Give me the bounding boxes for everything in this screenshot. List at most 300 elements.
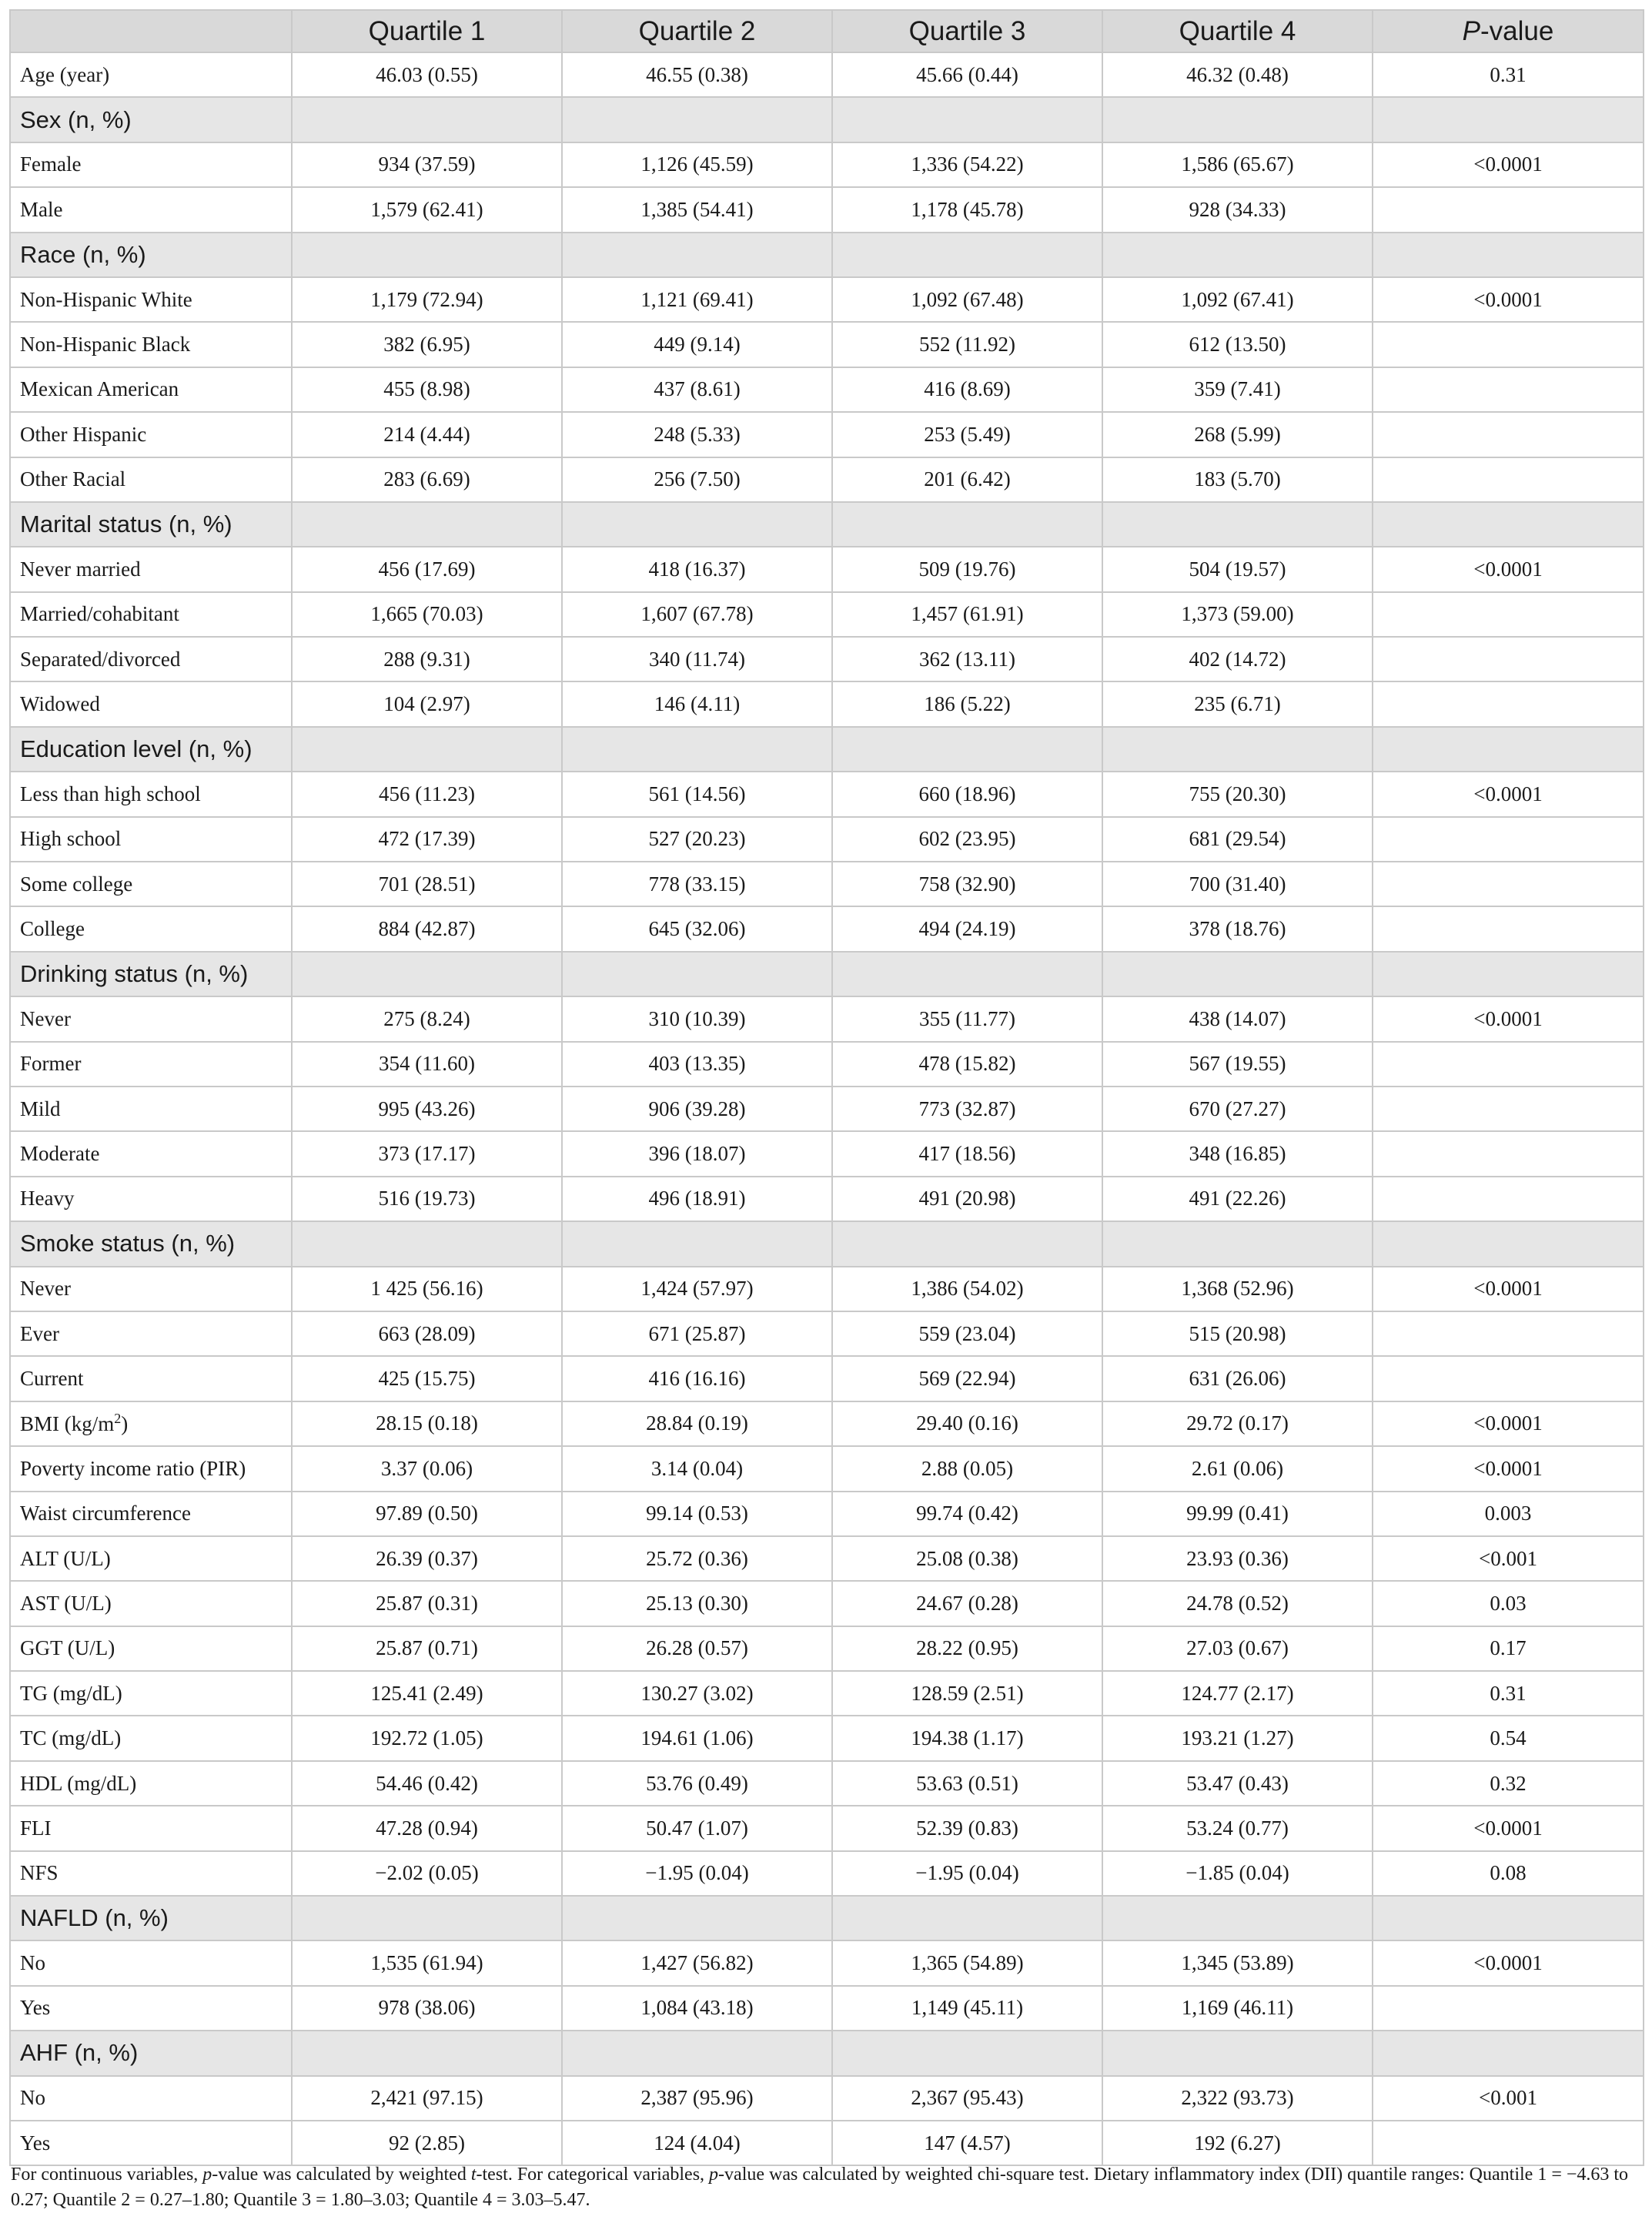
quartile-4-cell: 183 (5.70) — [1102, 457, 1373, 502]
p-value-cell — [1373, 906, 1644, 951]
quartile-2-cell: 310 (10.39) — [562, 996, 832, 1041]
quartile-4-cell: 53.47 (0.43) — [1102, 1761, 1373, 1806]
section-label: AHF (n, %) — [10, 2031, 292, 2075]
p-value-cell — [1373, 322, 1644, 367]
row-label: Waist circumference — [10, 1492, 292, 1536]
quartile-4-cell: 1,169 (46.11) — [1102, 1986, 1373, 2031]
table-row — [10, 1581, 1644, 1626]
quartile-2-cell: 146 (4.11) — [562, 681, 832, 726]
table-body — [10, 52, 1644, 2165]
p-value-cell — [1373, 1131, 1644, 1176]
section-empty-cell — [832, 952, 1102, 996]
row-label: Yes — [10, 2121, 292, 2165]
quartile-4-cell: 670 (27.27) — [1102, 1087, 1373, 1131]
table-row — [10, 1177, 1644, 1221]
quartile-1-cell: 46.03 (0.55) — [292, 52, 562, 97]
row-label: Never — [10, 996, 292, 1041]
row-label: NFS — [10, 1851, 292, 1896]
quartile-3-cell: 362 (13.11) — [832, 637, 1102, 681]
table-row — [10, 1806, 1644, 1850]
p-value-cell — [1373, 862, 1644, 906]
quartile-2-cell: 496 (18.91) — [562, 1177, 832, 1221]
header-p-italic: P — [1462, 15, 1481, 46]
p-value-cell — [1373, 367, 1644, 412]
section-empty-cell — [832, 1896, 1102, 1940]
quartile-1-cell: 516 (19.73) — [292, 1177, 562, 1221]
section-empty-cell — [1373, 1221, 1644, 1266]
p-value-cell: <0.0001 — [1373, 1267, 1644, 1311]
footnote-italic-p-2: p — [709, 2165, 719, 2185]
quartile-2-cell: 396 (18.07) — [562, 1131, 832, 1176]
table-row — [10, 457, 1644, 502]
p-value-cell: 0.03 — [1373, 1581, 1644, 1626]
quartile-2-cell: 561 (14.56) — [562, 772, 832, 816]
quartile-1-cell: 701 (28.51) — [292, 862, 562, 906]
table-row — [10, 1042, 1644, 1087]
quartile-1-cell: 1,665 (70.03) — [292, 592, 562, 637]
row-label: Mild — [10, 1087, 292, 1131]
quartile-2-cell: 53.76 (0.49) — [562, 1761, 832, 1806]
quartile-1-cell: 425 (15.75) — [292, 1356, 562, 1401]
section-empty-cell — [562, 1896, 832, 1940]
table-row — [10, 1671, 1644, 1716]
quartile-4-cell: 504 (19.57) — [1102, 547, 1373, 591]
p-value-cell: <0.0001 — [1373, 547, 1644, 591]
quartile-3-cell: 494 (24.19) — [832, 906, 1102, 951]
quartile-1-cell: 2,421 (97.15) — [292, 2076, 562, 2121]
row-label: Other Hispanic — [10, 412, 292, 457]
quartile-3-cell: 25.08 (0.38) — [832, 1536, 1102, 1581]
header-blank — [10, 10, 292, 52]
section-empty-cell — [562, 727, 832, 772]
quartile-1-cell: 288 (9.31) — [292, 637, 562, 681]
section-label: Marital status (n, %) — [10, 502, 292, 547]
data-table — [9, 9, 1644, 2166]
section-label: Drinking status (n, %) — [10, 952, 292, 996]
table-row — [10, 1492, 1644, 1536]
table-row — [10, 1761, 1644, 1806]
quartile-4-cell: 359 (7.41) — [1102, 367, 1373, 412]
quartile-2-cell: 1,427 (56.82) — [562, 1940, 832, 1985]
p-value-cell: <0.0001 — [1373, 142, 1644, 187]
quartile-2-cell: 256 (7.50) — [562, 457, 832, 502]
footnote-italic-t: t — [470, 2165, 477, 2185]
row-label: Poverty income ratio (PIR) — [10, 1446, 292, 1491]
section-empty-cell — [292, 2031, 562, 2075]
quartile-1-cell: 382 (6.95) — [292, 322, 562, 367]
quartile-2-cell: 1,126 (45.59) — [562, 142, 832, 187]
p-value-cell — [1373, 1087, 1644, 1131]
quartile-4-cell: 1,092 (67.41) — [1102, 277, 1373, 322]
quartile-3-cell: 253 (5.49) — [832, 412, 1102, 457]
quartile-1-cell: 456 (17.69) — [292, 547, 562, 591]
row-label: Current — [10, 1356, 292, 1401]
table-row — [10, 1986, 1644, 2031]
quartile-1-cell: 1,179 (72.94) — [292, 277, 562, 322]
row-label-superscript: 2 — [114, 1411, 122, 1427]
quartile-2-cell: 1,084 (43.18) — [562, 1986, 832, 2031]
section-empty-cell — [1102, 727, 1373, 772]
quartile-1-cell: 275 (8.24) — [292, 996, 562, 1041]
quartile-2-cell: 26.28 (0.57) — [562, 1626, 832, 1671]
section-empty-cell — [562, 502, 832, 547]
quartile-2-cell: −1.95 (0.04) — [562, 1851, 832, 1896]
quartile-3-cell: 569 (22.94) — [832, 1356, 1102, 1401]
quartile-1-cell: 214 (4.44) — [292, 412, 562, 457]
row-label: Non-Hispanic White — [10, 277, 292, 322]
section-empty-cell — [832, 727, 1102, 772]
section-empty-cell — [1373, 233, 1644, 277]
quartile-4-cell: 348 (16.85) — [1102, 1131, 1373, 1176]
p-value-cell — [1373, 1311, 1644, 1356]
row-label: No — [10, 1940, 292, 1985]
quartile-4-cell: 268 (5.99) — [1102, 412, 1373, 457]
quartile-1-cell: 456 (11.23) — [292, 772, 562, 816]
table-row — [10, 1940, 1644, 1985]
quartile-3-cell: 1,092 (67.48) — [832, 277, 1102, 322]
quartile-3-cell: 201 (6.42) — [832, 457, 1102, 502]
row-label: AST (U/L) — [10, 1581, 292, 1626]
row-label: Never — [10, 1267, 292, 1311]
quartile-4-cell: 567 (19.55) — [1102, 1042, 1373, 1087]
quartile-3-cell: 147 (4.57) — [832, 2121, 1102, 2165]
table-row — [10, 1446, 1644, 1491]
section-header-row — [10, 952, 1644, 996]
footnote-italic-p-1: p — [202, 2165, 212, 2185]
table-row — [10, 2076, 1644, 2121]
row-label: Yes — [10, 1986, 292, 2031]
quartile-3-cell: 52.39 (0.83) — [832, 1806, 1102, 1850]
quartile-3-cell: 773 (32.87) — [832, 1087, 1102, 1131]
quartile-2-cell: 25.72 (0.36) — [562, 1536, 832, 1581]
row-label: Non-Hispanic Black — [10, 322, 292, 367]
row-label: Heavy — [10, 1177, 292, 1221]
section-empty-cell — [832, 2031, 1102, 2075]
quartile-1-cell: 663 (28.09) — [292, 1311, 562, 1356]
table-row — [10, 547, 1644, 591]
p-value-cell — [1373, 187, 1644, 232]
row-label: Moderate — [10, 1131, 292, 1176]
quartile-2-cell: 403 (13.35) — [562, 1042, 832, 1087]
section-empty-cell — [1102, 952, 1373, 996]
quartile-4-cell: 928 (34.33) — [1102, 187, 1373, 232]
section-label: Education level (n, %) — [10, 727, 292, 772]
quartile-2-cell: 906 (39.28) — [562, 1087, 832, 1131]
section-empty-cell — [832, 502, 1102, 547]
table-row — [10, 996, 1644, 1041]
quartile-3-cell: 45.66 (0.44) — [832, 52, 1102, 97]
section-empty-cell — [832, 97, 1102, 142]
quartile-3-cell: 559 (23.04) — [832, 1311, 1102, 1356]
row-label-text: BMI (kg/m — [20, 1412, 115, 1436]
table-row — [10, 1131, 1644, 1176]
p-value-cell: <0.0001 — [1373, 277, 1644, 322]
row-label: TC (mg/dL) — [10, 1716, 292, 1760]
p-value-cell: <0.0001 — [1373, 1940, 1644, 1985]
table-row — [10, 1311, 1644, 1356]
table-row — [10, 1716, 1644, 1760]
p-value-cell: <0.0001 — [1373, 1401, 1644, 1446]
quartile-1-cell: 25.87 (0.31) — [292, 1581, 562, 1626]
section-header-row — [10, 1896, 1644, 1940]
p-value-cell: 0.54 — [1373, 1716, 1644, 1760]
row-label: Separated/divorced — [10, 637, 292, 681]
quartile-2-cell: 778 (33.15) — [562, 862, 832, 906]
section-header-row — [10, 97, 1644, 142]
section-header-row — [10, 1221, 1644, 1266]
quartile-1-cell: 125.41 (2.49) — [292, 1671, 562, 1716]
row-label: ALT (U/L) — [10, 1536, 292, 1581]
quartile-4-cell: 2.61 (0.06) — [1102, 1446, 1373, 1491]
table-row — [10, 681, 1644, 726]
quartile-4-cell: 24.78 (0.52) — [1102, 1581, 1373, 1626]
row-label: Female — [10, 142, 292, 187]
table-row — [10, 1626, 1644, 1671]
p-value-cell: 0.31 — [1373, 52, 1644, 97]
p-value-cell — [1373, 1177, 1644, 1221]
p-value-cell — [1373, 1042, 1644, 1087]
quartile-3-cell: 758 (32.90) — [832, 862, 1102, 906]
section-empty-cell — [292, 97, 562, 142]
table-row — [10, 52, 1644, 97]
table-footnote — [11, 2162, 1640, 2213]
section-empty-cell — [562, 97, 832, 142]
p-value-cell: 0.003 — [1373, 1492, 1644, 1536]
quartile-4-cell: 27.03 (0.67) — [1102, 1626, 1373, 1671]
quartile-4-cell: 99.99 (0.41) — [1102, 1492, 1373, 1536]
p-value-cell — [1373, 457, 1644, 502]
quartile-3-cell: 355 (11.77) — [832, 996, 1102, 1041]
table-row — [10, 187, 1644, 232]
quartile-1-cell: 1,579 (62.41) — [292, 187, 562, 232]
footnote-text-1: For continuous variables, — [11, 2165, 203, 2185]
quartile-3-cell: 1,149 (45.11) — [832, 1986, 1102, 2031]
quartile-2-cell: 671 (25.87) — [562, 1311, 832, 1356]
quartile-1-cell: 1,535 (61.94) — [292, 1940, 562, 1985]
section-empty-cell — [1373, 2031, 1644, 2075]
row-label: Never married — [10, 547, 292, 591]
table-row — [10, 412, 1644, 457]
section-empty-cell — [1102, 502, 1373, 547]
row-label: Ever — [10, 1311, 292, 1356]
quartile-4-cell: 1,586 (65.67) — [1102, 142, 1373, 187]
section-empty-cell — [292, 233, 562, 277]
quartile-3-cell: 2,367 (95.43) — [832, 2076, 1102, 2121]
quartile-2-cell: 99.14 (0.53) — [562, 1492, 832, 1536]
row-label: Other Racial — [10, 457, 292, 502]
quartile-1-cell: 54.46 (0.42) — [292, 1761, 562, 1806]
quartile-4-cell: 681 (29.54) — [1102, 817, 1373, 862]
header-quartile-2: Quartile 2 — [562, 10, 832, 52]
table-header-row — [10, 10, 1644, 52]
quartile-1-cell: 26.39 (0.37) — [292, 1536, 562, 1581]
quartile-3-cell: 53.63 (0.51) — [832, 1761, 1102, 1806]
quartile-1-cell: 97.89 (0.50) — [292, 1492, 562, 1536]
table-row — [10, 1401, 1644, 1446]
section-empty-cell — [292, 952, 562, 996]
section-label: Sex (n, %) — [10, 97, 292, 142]
p-value-cell — [1373, 2121, 1644, 2165]
quartile-3-cell: 99.74 (0.42) — [832, 1492, 1102, 1536]
quartile-1-cell: 3.37 (0.06) — [292, 1446, 562, 1491]
row-label: Former — [10, 1042, 292, 1087]
quartile-2-cell: 130.27 (3.02) — [562, 1671, 832, 1716]
header-p-value — [1373, 10, 1644, 52]
quartile-4-cell: 631 (26.06) — [1102, 1356, 1373, 1401]
section-empty-cell — [292, 502, 562, 547]
section-empty-cell — [832, 1221, 1102, 1266]
quartile-1-cell: 373 (17.17) — [292, 1131, 562, 1176]
table-row — [10, 142, 1644, 187]
row-label-end: ) — [121, 1412, 129, 1436]
table-row — [10, 772, 1644, 816]
quartile-2-cell: 418 (16.37) — [562, 547, 832, 591]
quartile-4-cell: 2,322 (93.73) — [1102, 2076, 1373, 2121]
section-empty-cell — [562, 1221, 832, 1266]
table-row — [10, 637, 1644, 681]
quartile-1-cell: 192.72 (1.05) — [292, 1716, 562, 1760]
quartile-2-cell: 50.47 (1.07) — [562, 1806, 832, 1850]
p-value-cell: 0.31 — [1373, 1671, 1644, 1716]
quartile-3-cell: 24.67 (0.28) — [832, 1581, 1102, 1626]
quartile-1-cell: 995 (43.26) — [292, 1087, 562, 1131]
row-label: HDL (mg/dL) — [10, 1761, 292, 1806]
quartile-3-cell: 29.40 (0.16) — [832, 1401, 1102, 1446]
quartile-2-cell: 1,424 (57.97) — [562, 1267, 832, 1311]
section-header-row — [10, 502, 1644, 547]
quartile-1-cell: 28.15 (0.18) — [292, 1401, 562, 1446]
quartile-4-cell: 235 (6.71) — [1102, 681, 1373, 726]
section-empty-cell — [1102, 1221, 1373, 1266]
row-label: FLI — [10, 1806, 292, 1850]
table-row — [10, 1536, 1644, 1581]
quartile-2-cell: 340 (11.74) — [562, 637, 832, 681]
section-empty-cell — [292, 1221, 562, 1266]
quartile-4-cell: −1.85 (0.04) — [1102, 1851, 1373, 1896]
quartile-2-cell: 449 (9.14) — [562, 322, 832, 367]
table-row — [10, 1851, 1644, 1896]
quartile-4-cell: 29.72 (0.17) — [1102, 1401, 1373, 1446]
footnote-text-3: -test. For categorical variables, — [476, 2165, 710, 2185]
quartile-3-cell: 1,336 (54.22) — [832, 142, 1102, 187]
table-row — [10, 862, 1644, 906]
table-row — [10, 2121, 1644, 2165]
quartile-3-cell: 660 (18.96) — [832, 772, 1102, 816]
section-empty-cell — [1373, 1896, 1644, 1940]
section-label: Race (n, %) — [10, 233, 292, 277]
section-empty-cell — [562, 2031, 832, 2075]
quartile-2-cell: 248 (5.33) — [562, 412, 832, 457]
quartile-4-cell: 1,373 (59.00) — [1102, 592, 1373, 637]
p-value-cell — [1373, 637, 1644, 681]
p-value-cell — [1373, 817, 1644, 862]
section-empty-cell — [1102, 1896, 1373, 1940]
quartile-4-cell: 402 (14.72) — [1102, 637, 1373, 681]
row-label — [10, 1401, 292, 1446]
footnote-text-4: -value was calculated by weighted chi-square test. Dietary inflammatory index (DII) quantile ranges: Quantile 1 = −4.63 to 0.27; Quantile 2 = 0.27–1.80; Quantile 3 = 1.80–3.03; Quantile 4 = 3.03–5.47. — [11, 2165, 1629, 2210]
p-value-cell — [1373, 412, 1644, 457]
row-label: Some college — [10, 862, 292, 906]
quartile-4-cell: 438 (14.07) — [1102, 996, 1373, 1041]
footnote-text-2: -value was calculated by weighted — [212, 2165, 471, 2185]
row-label: No — [10, 2076, 292, 2121]
table-row — [10, 367, 1644, 412]
header-quartile-4: Quartile 4 — [1102, 10, 1373, 52]
quartile-3-cell: 509 (19.76) — [832, 547, 1102, 591]
section-empty-cell — [1373, 502, 1644, 547]
quartile-1-cell: 104 (2.97) — [292, 681, 562, 726]
section-label: Smoke status (n, %) — [10, 1221, 292, 1266]
row-label: GGT (U/L) — [10, 1626, 292, 1671]
quartile-2-cell: 416 (16.16) — [562, 1356, 832, 1401]
quartile-3-cell: 602 (23.95) — [832, 817, 1102, 862]
p-value-cell: 0.32 — [1373, 1761, 1644, 1806]
quartile-3-cell: −1.95 (0.04) — [832, 1851, 1102, 1896]
quartile-3-cell: 128.59 (2.51) — [832, 1671, 1102, 1716]
row-label: Male — [10, 187, 292, 232]
quartile-3-cell: 1,178 (45.78) — [832, 187, 1102, 232]
quartile-1-cell: 354 (11.60) — [292, 1042, 562, 1087]
quartile-1-cell: 25.87 (0.71) — [292, 1626, 562, 1671]
quartile-2-cell: 437 (8.61) — [562, 367, 832, 412]
quartile-1-cell: 455 (8.98) — [292, 367, 562, 412]
quartile-2-cell: 28.84 (0.19) — [562, 1401, 832, 1446]
quartile-4-cell: 53.24 (0.77) — [1102, 1806, 1373, 1850]
quartile-2-cell: 124 (4.04) — [562, 2121, 832, 2165]
row-label: Mexican American — [10, 367, 292, 412]
p-value-cell — [1373, 1986, 1644, 2031]
quartile-4-cell: 46.32 (0.48) — [1102, 52, 1373, 97]
p-value-cell: <0.0001 — [1373, 996, 1644, 1041]
quartile-1-cell: 1 425 (56.16) — [292, 1267, 562, 1311]
section-empty-cell — [1102, 97, 1373, 142]
row-label: Married/cohabitant — [10, 592, 292, 637]
section-empty-cell — [832, 233, 1102, 277]
quartile-2-cell: 3.14 (0.04) — [562, 1446, 832, 1491]
table-row — [10, 277, 1644, 322]
p-value-cell: 0.08 — [1373, 1851, 1644, 1896]
section-header-row — [10, 727, 1644, 772]
quartile-4-cell: 515 (20.98) — [1102, 1311, 1373, 1356]
quartile-4-cell: 23.93 (0.36) — [1102, 1536, 1373, 1581]
quartile-1-cell: 283 (6.69) — [292, 457, 562, 502]
quartile-2-cell: 2,387 (95.96) — [562, 2076, 832, 2121]
quartile-2-cell: 1,385 (54.41) — [562, 187, 832, 232]
header-quartile-1: Quartile 1 — [292, 10, 562, 52]
section-empty-cell — [562, 952, 832, 996]
p-value-cell — [1373, 592, 1644, 637]
row-label: TG (mg/dL) — [10, 1671, 292, 1716]
quartile-3-cell: 478 (15.82) — [832, 1042, 1102, 1087]
table-row — [10, 817, 1644, 862]
section-empty-cell — [292, 1896, 562, 1940]
row-label: Age (year) — [10, 52, 292, 97]
section-empty-cell — [562, 233, 832, 277]
quartile-3-cell: 2.88 (0.05) — [832, 1446, 1102, 1491]
p-value-cell — [1373, 681, 1644, 726]
quartile-3-cell: 417 (18.56) — [832, 1131, 1102, 1176]
table-row — [10, 592, 1644, 637]
p-value-cell: <0.001 — [1373, 1536, 1644, 1581]
quartile-3-cell: 186 (5.22) — [832, 681, 1102, 726]
quartile-1-cell: 934 (37.59) — [292, 142, 562, 187]
quartile-3-cell: 416 (8.69) — [832, 367, 1102, 412]
section-empty-cell — [1373, 952, 1644, 996]
quartile-3-cell: 552 (11.92) — [832, 322, 1102, 367]
quartile-3-cell: 1,386 (54.02) — [832, 1267, 1102, 1311]
p-value-cell: <0.001 — [1373, 2076, 1644, 2121]
header-p-suffix: -value — [1480, 15, 1554, 46]
